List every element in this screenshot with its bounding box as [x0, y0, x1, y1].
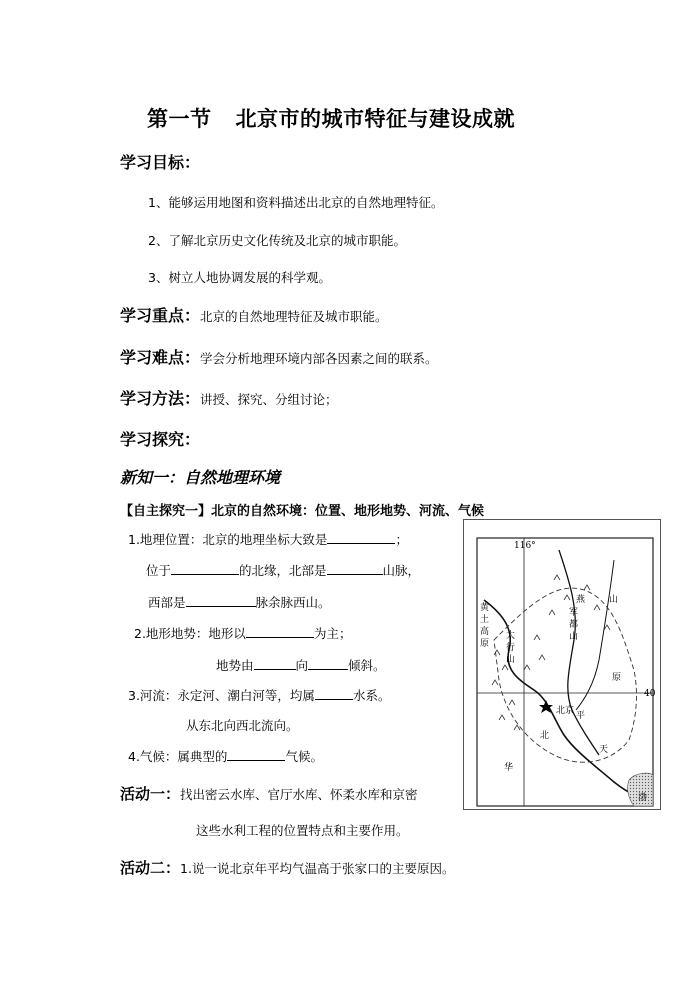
- method-row: [120, 386, 338, 409]
- answer-blank[interactable]: [171, 561, 239, 575]
- map-label-bo: 渤: [638, 793, 648, 803]
- activity1-text: 找出密云水库、官厅水库、怀柔水库和京密: [180, 787, 418, 802]
- focus-row: [120, 303, 388, 326]
- map-label-hua: 华: [504, 763, 514, 773]
- city-label-beijing: 北京: [556, 706, 575, 716]
- activity2-text: 1.说一说北京年平均气温高于张家口的主要原因。: [180, 861, 455, 876]
- difficulty-label: 学习难点：: [120, 348, 201, 367]
- focus-text: 北京的自然地理特征及城市职能。: [200, 309, 388, 324]
- method-label: 学习方法：: [120, 389, 201, 408]
- page-title: [147, 103, 515, 133]
- map-label-tu: 土: [480, 615, 490, 625]
- goal-item-1: 1、能够运用地图和资料描述出北京的自然地理特征。: [148, 195, 444, 210]
- answer-blank[interactable]: [308, 656, 348, 670]
- beijing-terrain-map: [463, 519, 661, 810]
- title-section-number: 第一节: [147, 106, 212, 131]
- q4-line: 4.气候：属典型的 气候。: [128, 749, 323, 764]
- focus-label: 学习重点：: [120, 306, 201, 325]
- goal-item-2: 2、了解北京历史文化传统及北京的城市职能。: [148, 233, 406, 248]
- map-label-shan2: 山: [569, 632, 579, 642]
- q1-line1: 1.地理位置：北京的地理坐标大致是 ；: [128, 532, 408, 547]
- map-label-yuan2: 原: [612, 673, 622, 683]
- latitude-label: 40: [644, 689, 656, 699]
- map-label-shan1: 山: [506, 655, 516, 665]
- river-path: [559, 550, 599, 755]
- map-label-ping: 平: [576, 711, 586, 721]
- difficulty-text: 学会分析地理环境内部各因素之间的联系。: [200, 351, 438, 366]
- river-path: [576, 560, 614, 710]
- map-label-yan: 燕: [576, 595, 586, 605]
- map-label-tai: 太: [506, 631, 516, 641]
- activity2-row: [120, 857, 454, 878]
- map-label-jun: 军: [569, 608, 579, 618]
- map-label-hang: 行: [506, 643, 516, 653]
- map-label-huang: 黄: [480, 603, 490, 613]
- activity1-label: 活动一：: [120, 785, 181, 803]
- q2-line2: 地势由 向 倾斜。: [216, 658, 386, 673]
- map-label-gao: 高: [480, 627, 490, 637]
- q3-line1: 3.河流：永定河、潮白河等，均属 水系。: [128, 688, 391, 703]
- goals-heading: 学习目标：: [120, 153, 201, 172]
- answer-blank[interactable]: [327, 530, 395, 544]
- q2-line1: 2.地形地势：地形以 为主；: [134, 626, 352, 641]
- answer-blank[interactable]: [227, 747, 285, 761]
- inquiry-heading: 【自主探究一】北京的自然环境：位置、地形地势、河流、气候: [120, 504, 485, 519]
- goal-item-3: 3、树立人地协调发展的科学观。: [148, 270, 331, 285]
- answer-blank[interactable]: [327, 561, 383, 575]
- answer-blank[interactable]: [186, 593, 256, 607]
- q1-line3: 西部是 脉余脉西山。: [148, 595, 331, 610]
- explore-heading: 学习探究：: [120, 430, 201, 449]
- map-label-shan3: 山: [609, 595, 619, 605]
- map-label-bei: 北: [540, 731, 550, 741]
- answer-blank[interactable]: [254, 656, 296, 670]
- map-label-tian: 天: [599, 745, 609, 755]
- q1-line2: 位于 的北缘，北部是 山脉，: [146, 563, 421, 578]
- longitude-label: 116°: [514, 541, 536, 551]
- answer-blank[interactable]: [315, 686, 353, 700]
- new-knowledge-heading: 新知一：自然地理环境: [120, 468, 281, 487]
- q3-line2: 从东北向西北流向。: [186, 718, 299, 733]
- activity2-label: 活动二：: [120, 859, 181, 877]
- activity1-text2: 这些水利工程的位置特点和主要作用。: [196, 823, 409, 838]
- method-text: 讲授、探究、分组讨论；: [200, 392, 338, 407]
- answer-blank[interactable]: [246, 624, 314, 638]
- map-label-du: 都: [569, 620, 579, 630]
- difficulty-row: [120, 345, 438, 368]
- title-text: 北京市的城市特征与建设成就: [235, 106, 515, 131]
- map-label-yuan: 原: [480, 639, 490, 649]
- activity1-row: [120, 783, 463, 804]
